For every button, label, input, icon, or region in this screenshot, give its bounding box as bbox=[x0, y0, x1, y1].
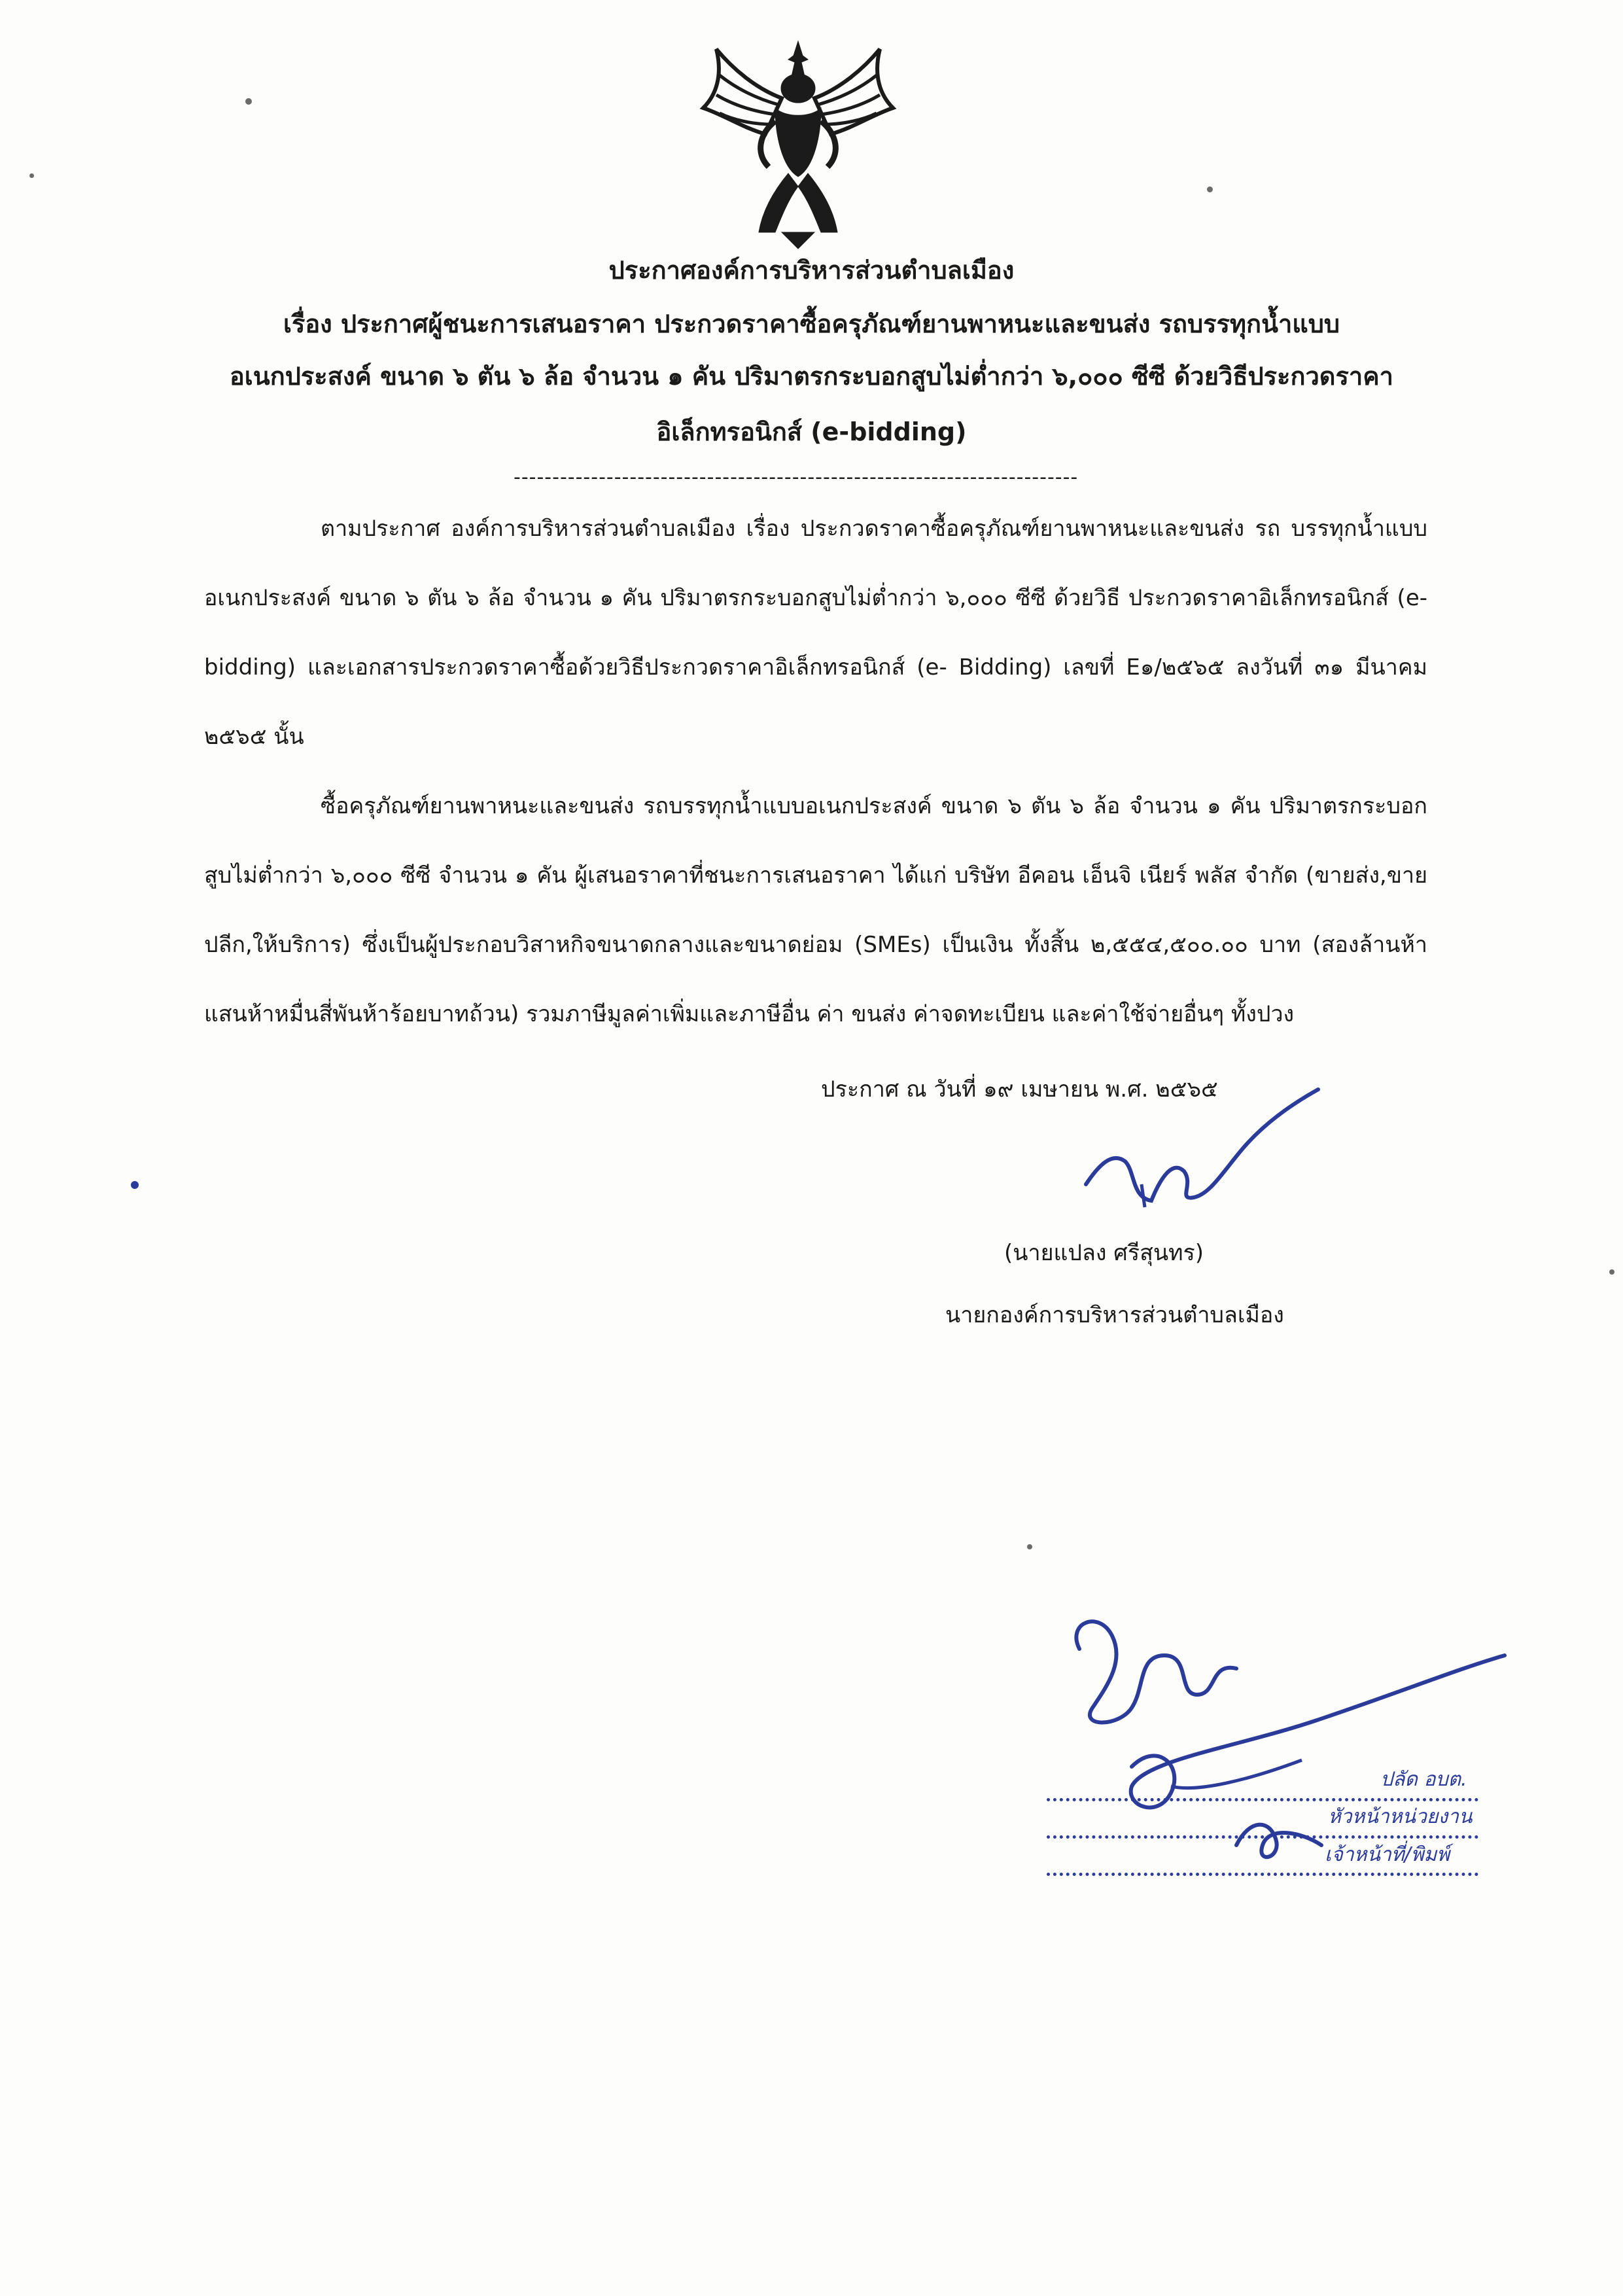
divider: ------------------------------------------------------------------------- bbox=[514, 466, 1079, 489]
announcement-date: ประกาศ ณ วันที่ ๑๙ เมษายน พ.ศ. ๒๕๖๕ bbox=[821, 1076, 1218, 1103]
signer-title: นายกองค์การบริหารส่วนตำบลเมือง bbox=[945, 1302, 1284, 1328]
subject-line-2: อเนกประสงค์ ขนาด ๖ ตัน ๖ ล้อ จำนวน ๑ คัน ปริมาตรกระบอกสูบไม่ต่ำกว่า ๖,๐๐๐ ซีซี ด้วยวิธีประกวดราคา bbox=[229, 362, 1393, 391]
routing-note-deputy: ปลัด อบต. bbox=[1380, 1768, 1467, 1791]
routing-note-head: หัวหน้าหน่วยงาน bbox=[1328, 1805, 1473, 1828]
paragraph-2-line: เนียร์ พลัส จำกัด (ขายส่ง,ขายปลีก,ให้บริการ) ซึ่งเป็นผู้ประกอบวิสาหกิจขนาดกลางและขนาดย่อม (SMEs) เป็นเงิน bbox=[204, 862, 1427, 958]
subject-line-3: อิเล็กทรอนิกส์ (e-bidding) bbox=[656, 417, 967, 446]
paragraph-2 bbox=[204, 771, 1427, 1049]
paragraph-1-line: Bidding) เลขที่ E๑/๒๕๖๕ ลงวันที่ ๓๑ มีนาคม ๒๕๖๕ นั้น bbox=[204, 654, 1427, 750]
scan-speck bbox=[245, 98, 252, 105]
routing-signature-icon bbox=[1040, 1597, 1511, 1871]
document-title: ประกาศองค์การบริหารส่วนตำบลเมือง bbox=[608, 256, 1015, 285]
scan-speck bbox=[29, 173, 34, 178]
paragraph-2-line: ซื้อครุภัณฑ์ยานพาหนะและขนส่ง รถบรรทุกน้ำแบบอเนกประสงค์ ขนาด ๖ ตัน ๖ ล้อ จำนวน ๑ คัน bbox=[321, 793, 1261, 819]
paragraph-2-line: ปริมาตรกระบอกสูบไม่ต่ำกว่า ๖,๐๐๐ ซีซี จำนวน ๑ คัน ผู้เสนอราคาที่ชนะการเสนอราคา ได้แก่ บริษัท อีคอน เอ็นจิ bbox=[204, 793, 1427, 889]
scan-speck bbox=[1609, 1269, 1614, 1275]
garuda-emblem-icon bbox=[697, 36, 899, 252]
scan-speck bbox=[1027, 1544, 1032, 1549]
paragraph-2-line: ขนส่ง ค่าจดทะเบียน และค่าใช้จ่ายอื่นๆ ทั้งปวง bbox=[851, 1001, 1295, 1027]
routing-note-officer: เจ้าหน้าที่/พิมพ์ bbox=[1325, 1843, 1450, 1866]
scan-speck bbox=[1207, 186, 1213, 192]
body bbox=[204, 494, 1427, 1049]
subject-line-1: เรื่อง ประกาศผู้ชนะการเสนอราคา ประกวดราคาซื้อครุภัณฑ์ยานพาหนะและขนส่ง รถบรรทุกน้ำแบบ bbox=[283, 309, 1340, 338]
paragraph-1-line: ตามประกาศ องค์การบริหารส่วนตำบลเมือง เรื่อง ประกวดราคาซื้อครุภัณฑ์ยานพาหนะและขนส่ง รถ bbox=[321, 516, 1281, 542]
paragraph-1 bbox=[204, 494, 1427, 771]
dotted-line bbox=[1047, 1873, 1478, 1876]
dotted-line bbox=[1047, 1798, 1478, 1801]
dotted-line bbox=[1047, 1835, 1478, 1839]
scan-speck bbox=[131, 1181, 139, 1189]
paragraph-1-line: บรรทุกน้ำแบบอเนกประสงค์ ขนาด ๖ ตัน ๖ ล้อ จำนวน ๑ คัน ปริมาตรกระบอกสูบไม่ต่ำกว่า ๖,๐๐๐ ซีซี ด้วยวิธี bbox=[204, 516, 1427, 611]
signer-name: (นายแปลง ศรีสุนทร) bbox=[1004, 1240, 1204, 1266]
paragraph-1-line: ประกวดราคาอิเล็กทรอนิกส์ (e-bidding) และเอกสารประกวดราคาซื้อด้วยวิธีประกวดราคาอิเล็กทรอนิกส์ (e- bbox=[204, 585, 1428, 680]
paragraph-2-line: ทั้งสิ้น ๒,๕๕๔,๕๐๐.๐๐ บาท (สองล้านห้าแสนห้าหมื่นสี่พันห้าร้อยบาทถ้วน) รวมภาษีมูลค่าเพิ่มและภาษีอื่น ค่า bbox=[204, 932, 1428, 1027]
